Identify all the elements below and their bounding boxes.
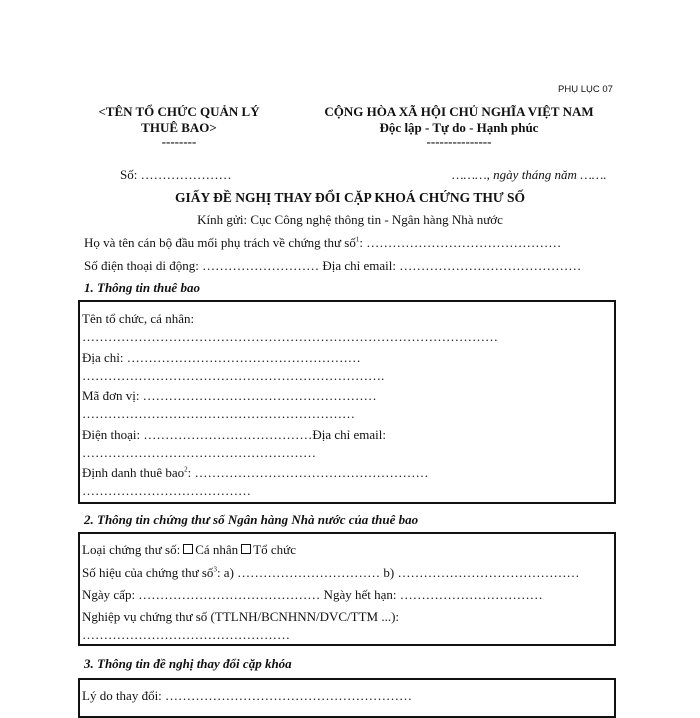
appendix-label: PHỤ LỤC 07 <box>558 84 613 95</box>
unit-code-line: Mã đơn vị: ……………………………………………… <box>82 388 377 403</box>
cert-serial-label: Số hiệu của chứng thư số <box>82 565 214 580</box>
cert-type-label: Loại chứng thư số: <box>82 542 181 557</box>
subscriber-id-line <box>82 465 429 481</box>
document-number: Số: ………………… <box>120 167 232 182</box>
organization-subtitle: THUÊ BAO> <box>141 120 217 135</box>
footnote-2: 2 <box>184 465 188 474</box>
option-individual-label: Cá nhân <box>195 542 239 557</box>
checkbox-individual[interactable] <box>183 544 193 554</box>
document-title: GIẤY ĐỀ NGHỊ THAY ĐỔI CẶP KHOÁ CHỨNG THƯ SỐ <box>175 190 525 205</box>
national-motto: Độc lập - Tự do - Hạnh phúc <box>379 120 539 135</box>
cert-type-line <box>82 542 296 558</box>
section2-heading: 2. Thông tin chứng thư số Ngân hàng Nhà nước của thuê bao <box>84 512 419 527</box>
recipient-line: Kính gửi: Cục Công nghệ thông tin - Ngân hàng Nhà nước <box>197 212 503 227</box>
phone-email-dots: ……………………………………………… <box>82 445 316 460</box>
subscriber-id-dots-2: ………………………………… <box>82 483 251 498</box>
footnote-3: 3 <box>213 565 217 574</box>
contact-name-line <box>84 235 561 251</box>
section3-heading: 3. Thông tin đề nghị thay đổi cặp khóa <box>84 656 292 671</box>
organization-name: <TÊN TỔ CHỨC QUẢN LÝ <box>98 104 260 119</box>
business-line: Nghiệp vụ chứng thư số (TTLNH/BCNHNN/DVC/TTM ...): <box>82 609 400 624</box>
phone-email-line: Điện thoại: …………………………………Địa chỉ email: <box>82 427 387 442</box>
address-line: Địa chỉ: ……………………………………………… <box>82 350 361 365</box>
business-dots: ………………………………………… <box>82 627 290 642</box>
organization-rule: -------- <box>161 134 197 149</box>
org-name-dots: …………………………………………………………………………………… <box>82 329 498 344</box>
issue-date-line: Ngày cấp: …………………………………… Ngày hết hạn: …………………………… <box>82 587 543 602</box>
contact-phone-line: Số điện thoại di động: ……………………… Địa chỉ email: …………………………………… <box>84 258 582 273</box>
subscriber-id-dots: : ……………………………………………… <box>187 465 429 480</box>
address-dots: ……………………………………………………………. <box>82 368 385 383</box>
footnote-1: 1 <box>355 235 360 244</box>
date-line: ………, ngày tháng năm ……. <box>452 167 607 182</box>
org-name-label: Tên tổ chức, cá nhân: <box>82 311 195 326</box>
option-organization-label: Tổ chức <box>253 542 296 557</box>
contact-name-label: Họ và tên cán bộ đầu mối phụ trách về chứng thư số <box>84 235 356 250</box>
section1-heading: 1. Thông tin thuê bao <box>84 280 200 295</box>
cert-serial-line <box>82 565 579 581</box>
change-reason-line: Lý do thay đổi: ………………………………………………… <box>82 688 413 703</box>
subscriber-id-label: Định danh thuê bao <box>82 465 185 480</box>
contact-name-dots: : ……………………………………… <box>359 235 562 250</box>
national-header <box>294 104 624 148</box>
national-rule: --------------- <box>426 134 492 149</box>
checkbox-organization[interactable] <box>241 544 251 554</box>
cert-serial-dots: : a) …………………………… b) …………………………………… <box>216 565 580 580</box>
national-name: CỘNG HÒA XÃ HỘI CHỦ NGHĨA VIỆT NAM <box>324 104 594 119</box>
unit-code-dots: ……………………………………………………… <box>82 406 355 421</box>
organization-header <box>88 104 270 148</box>
